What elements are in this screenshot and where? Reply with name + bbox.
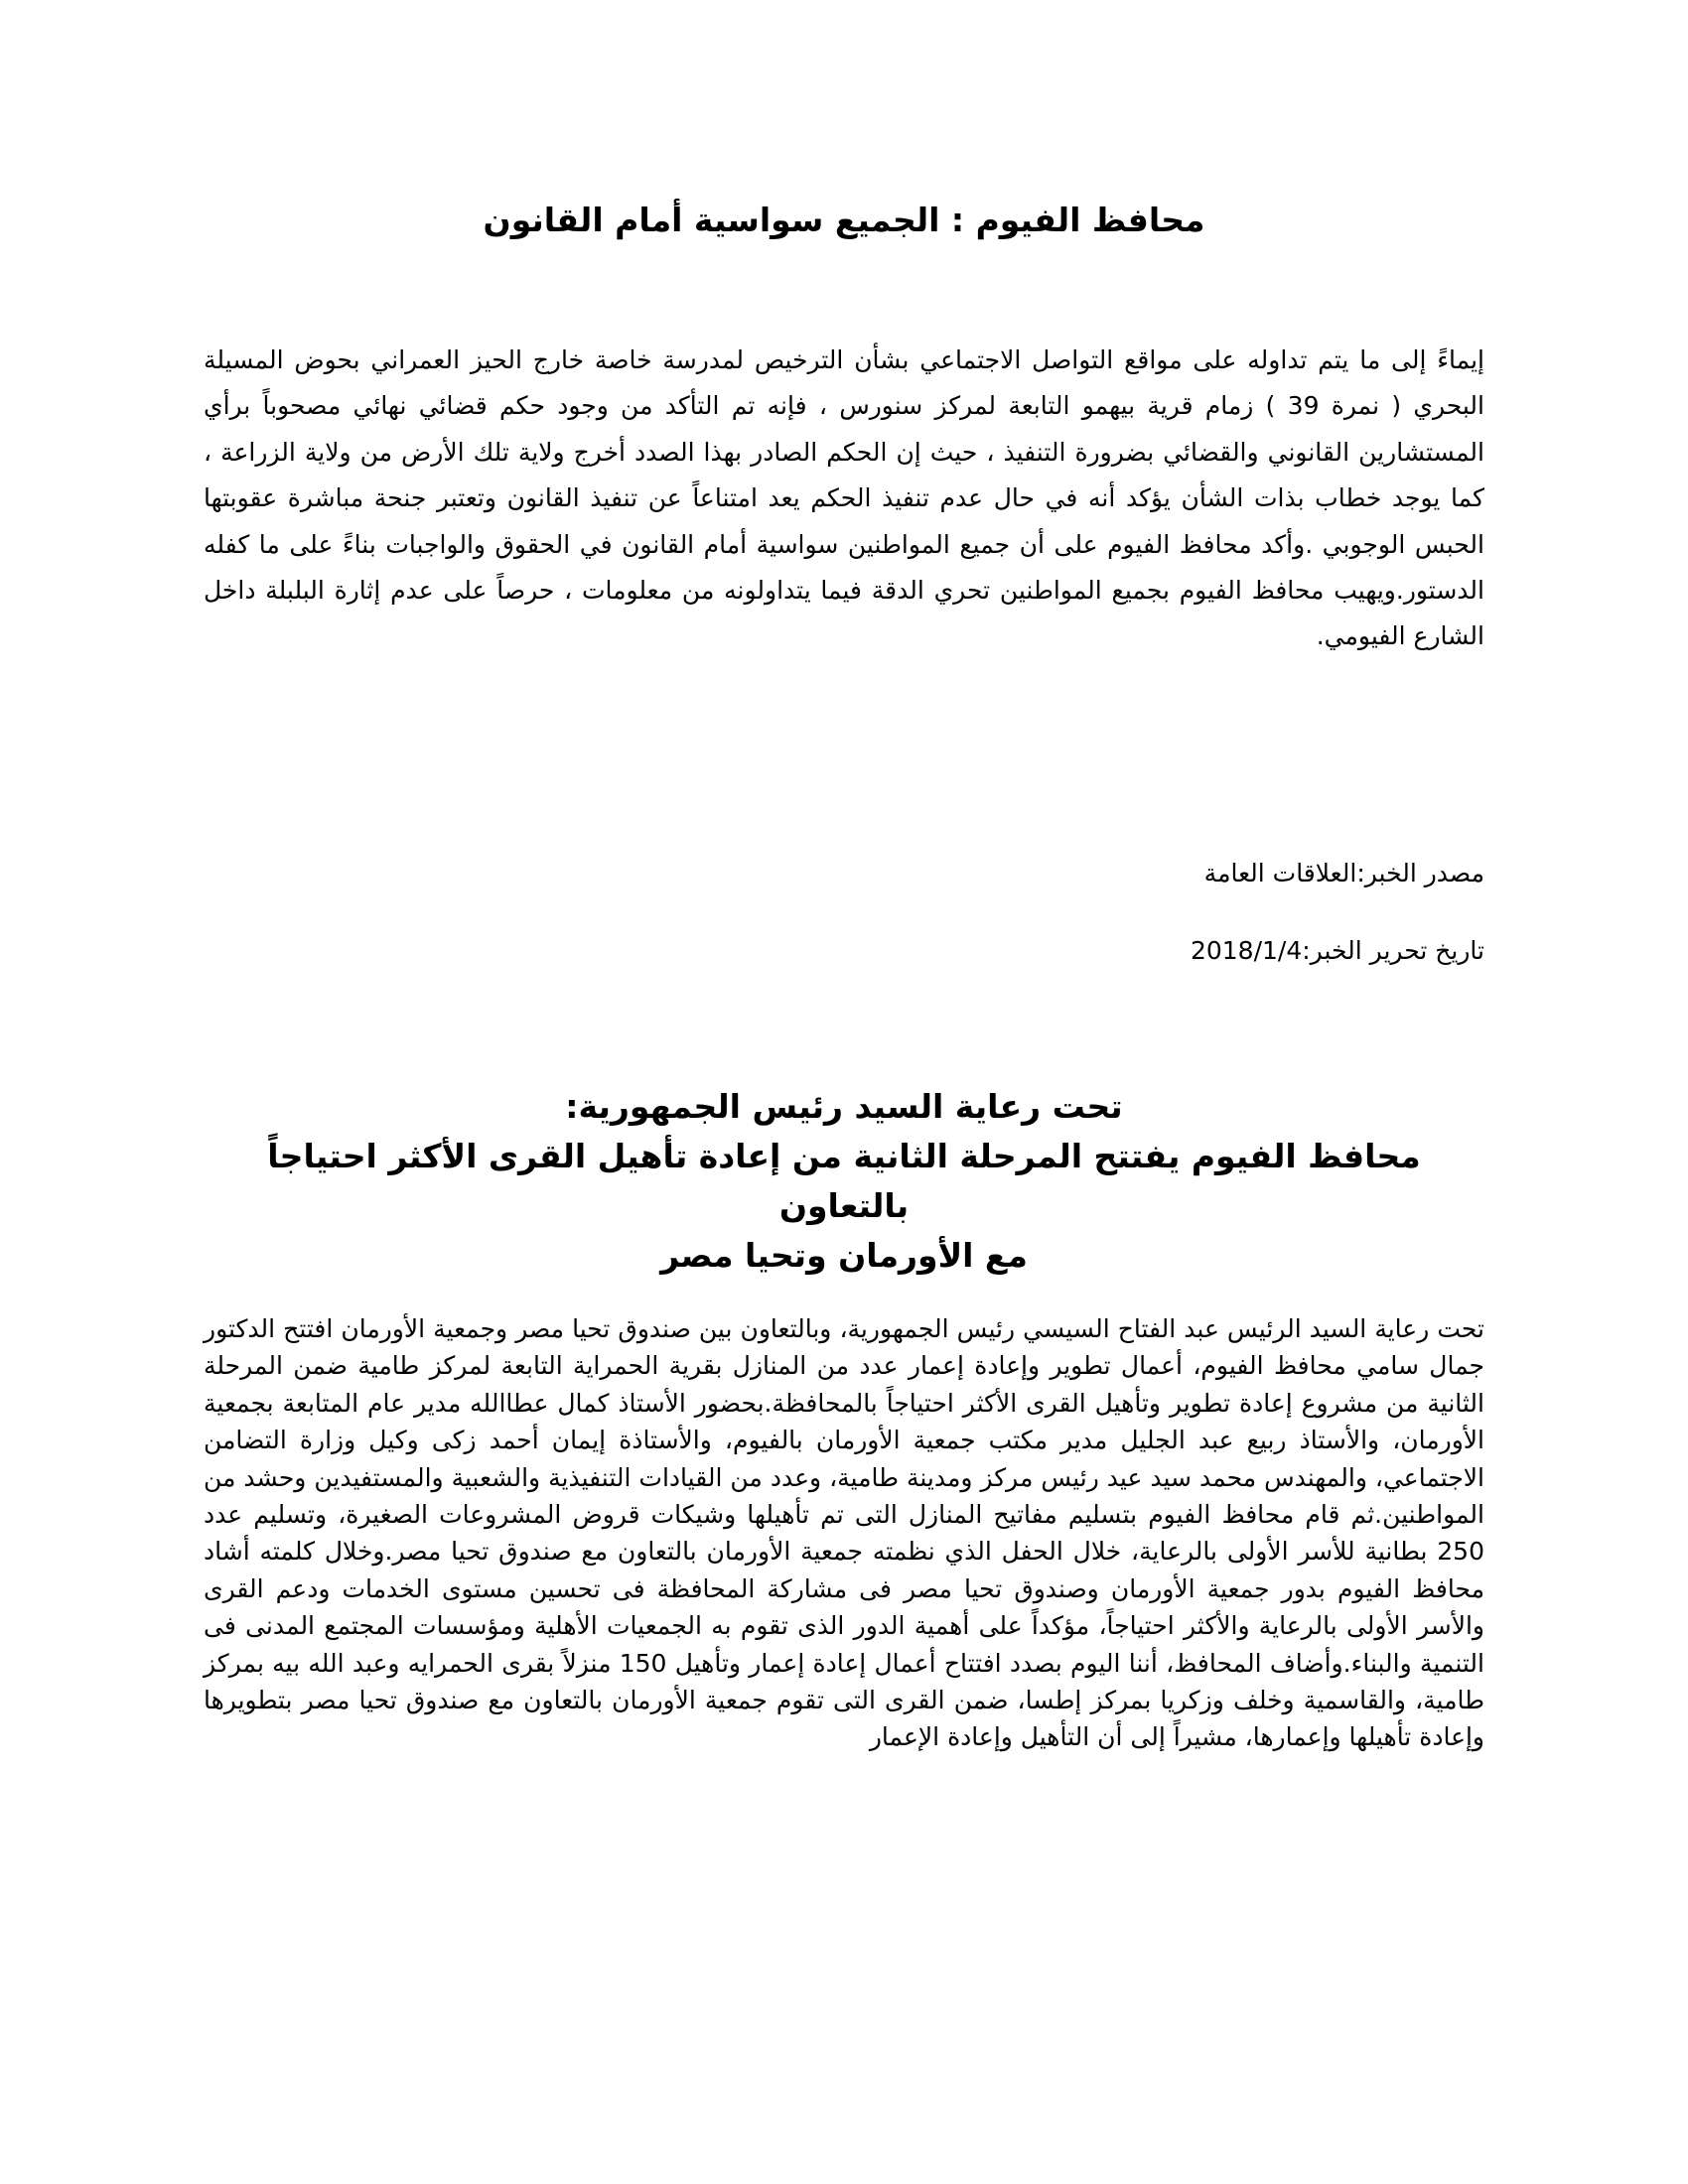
article-1-body: إيماءً إلى ما يتم تداوله على مواقع التواصل الاجتماعي بشأن الترخيص لمدرسة خاصة خارج الحيز العمراني بحوض المسيلة البحري ( نمرة 39 ) زمام قرية بيهمو التابعة لمركز سنورس ، فإنه تم التأكد من وجود حكم قضائي نهائي مصحوباً برأي المستشارين القانوني والقضائي بضرورة التنفيذ ، حيث إن الحكم الصادر بهذا الصدد أخرج ولاية تلك الأرض من ولاية الزراعة ، كما يوجد خطاب بذات الشأن يؤكد أنه في حال عدم تنفيذ الحكم يعد امتناعاً عن تنفيذ القانون وتعتبر جنحة مباشرة عقوبتها الحبس الوجوبي .وأكد محافظ الفيوم على أن جميع المواطنين سواسية أمام القانون في الحقوق والواجبات بناءً على ما كفله الدستور.ويهيب محافظ الفيوم بجميع المواطنين تحري الدقة فيما يتداولونه من معلومات ، حرصاً على عدم إثارة البلبلة داخل الشارع الفيومي. [204,345,1484,651]
news-date-line [1191,931,1484,971]
news-source-label: مصدر الخبر: [1356,859,1484,887]
news-date-value: 2018/1/4 [1190,936,1303,965]
article-1-title: محافظ الفيوم : الجميع سواسية أمام القانون [483,201,1205,239]
document-page [204,0,1484,2184]
article-2-headline [204,1082,1484,1281]
article-2-headline-line-1: تحت رعاية السيد رئيس الجمهورية: [565,1087,1123,1126]
article-2-headline-line-3: مع الأورمان وتحيا مصر [660,1236,1028,1275]
article-2-body: تحت رعاية السيد الرئيس عبد الفتاح السيسي رئيس الجمهورية، وبالتعاون بين صندوق تحيا مصر وجمعية الأورمان افتتح الدكتور جمال سامي محافظ الفيوم، أعمال تطوير وإعادة إعمار عدد من المنازل بقرية الحمراية التابعة لمركز طامية ضمن المرحلة الثانية من مشروع إعادة تطوير وتأهيل القرى الأكثر احتياجاً بالمحافظة.بحضور الأستاذ كمال عطاالله مدير عام المتابعة بجمعية الأورمان، والأستاذ ربيع عبد الجليل مدير مكتب جمعية الأورمان بالفيوم، والأستاذة إيمان أحمد زكى وكيل وزارة التضامن الاجتماعي، والمهندس محمد سيد عيد رئيس مركز ومدينة طامية، وعدد من القيادات التنفيذية والشعبية والمستفيدين وحشد من المواطنين.ثم قام محافظ الفيوم بتسليم مفاتيح المنازل التى تم تأهيلها وشيكات قروض المشروعات الصغيرة، وتسليم عدد 250 بطانية للأسر الأولى بالرعاية، خلال الحفل الذي نظمته جمعية الأورمان بالتعاون مع صندوق تحيا مصر.وخلال كلمته أشاد محافظ الفيوم بدور جمعية الأورمان وصندوق تحيا مصر فى مشاركة المحافظة فى تحسين مستوى الخدمات ودعم القرى والأسر الأولى بالرعاية والأكثر احتياجاً، مؤكداً على أهمية الدور الذى تقوم به الجمعيات الأهلية ومؤسسات المجتمع المدنى فى التنمية والبناء.وأضاف المحافظ، أننا اليوم بصدد افتتاح أعمال إعادة إعمار وتأهيل 150 منزلاً بقرى الحمرايه وعبد الله بيه بمركز طامية، والقاسمية وخلف وزكريا بمركز إطسا، ضمن القرى التى تقوم جمعية الأورمان بالتعاون مع صندوق تحيا مصر بتطويرها وإعادة تأهيلها وإعمارها، مشيراً إلى أن التأهيل وإعادة الإعمار [204,1314,1484,1752]
news-source-value: العلاقات العامة [1203,859,1357,887]
news-source-line [1204,854,1484,893]
news-date-label: تاريخ تحرير الخبر: [1302,936,1484,965]
article-2-headline-line-2: محافظ الفيوم يفتتح المرحلة الثانية من إعادة تأهيل القرى الأكثر احتياجاً بالتعاون [267,1137,1421,1225]
